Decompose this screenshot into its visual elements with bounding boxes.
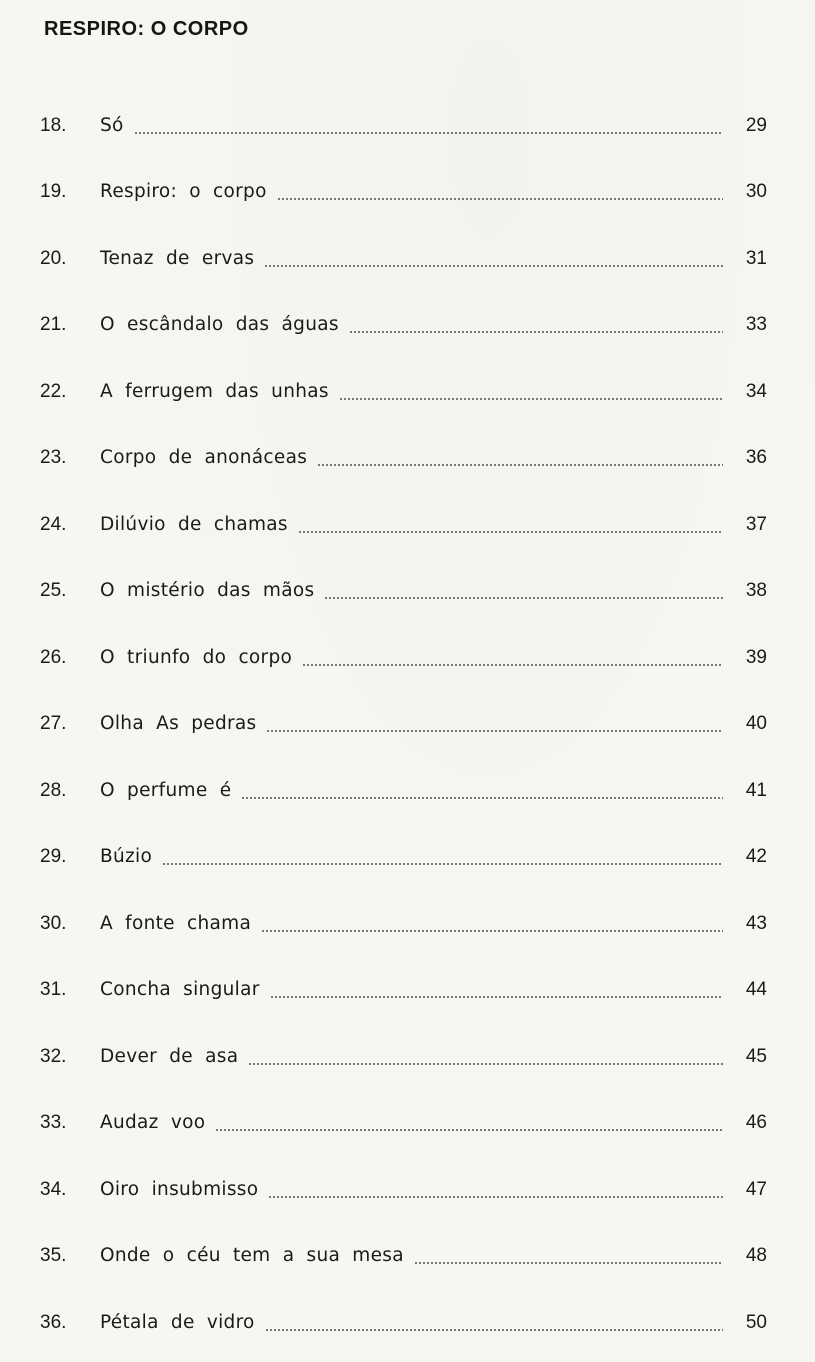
- dot-leader: [270, 996, 723, 998]
- entry-title: O perfume é: [100, 779, 232, 801]
- dot-leader: [277, 198, 723, 200]
- entry-page-number: 30: [745, 181, 767, 202]
- entry-page-number: 38: [745, 580, 767, 601]
- entry-title: Búzio: [100, 846, 153, 867]
- toc-entry: [0, 545, 815, 612]
- toc-entry: [0, 877, 815, 944]
- entry-number: 28.: [40, 779, 67, 801]
- entry-number: 22.: [40, 380, 67, 402]
- dot-leader: [264, 265, 723, 267]
- dot-leader: [266, 730, 723, 732]
- dot-leader: [241, 797, 723, 799]
- entry-page-number: 37: [745, 513, 767, 535]
- entry-page-number: 47: [745, 1178, 767, 1200]
- entry-number: 18.: [40, 114, 67, 136]
- entry-title: Só: [100, 114, 124, 136]
- toc-entry: [0, 944, 815, 1011]
- entry-page-number: 39: [745, 646, 767, 668]
- toc-entry: [0, 611, 815, 678]
- entry-page-number: 50: [745, 1311, 767, 1333]
- toc-entry: [0, 412, 815, 479]
- entry-number: 25.: [40, 580, 67, 601]
- entry-page-number: 40: [745, 713, 767, 734]
- section-title: RESPIRO: O CORPO: [44, 18, 249, 40]
- entry-page-number: 33: [745, 314, 767, 335]
- dot-leader: [324, 597, 723, 599]
- table-of-contents: [0, 79, 815, 1343]
- entry-number: 34.: [40, 1178, 67, 1200]
- toc-entry: [0, 1276, 815, 1343]
- dot-leader: [248, 1063, 723, 1065]
- entry-title: O mistério das mãos: [100, 580, 315, 601]
- entry-title: Tenaz de ervas: [100, 247, 255, 269]
- entry-page-number: 41: [745, 779, 767, 801]
- dot-leader: [339, 398, 723, 400]
- entry-title: Pétala de vidro: [100, 1311, 255, 1333]
- dot-leader: [261, 930, 723, 932]
- entry-title: Onde o céu tem a sua mesa: [100, 1245, 404, 1266]
- toc-entry: [0, 744, 815, 811]
- entry-number: 23.: [40, 447, 67, 468]
- entry-page-number: 44: [745, 979, 767, 1000]
- toc-entry: [0, 1077, 815, 1144]
- entry-title: Concha singular: [100, 979, 260, 1000]
- dot-leader: [349, 331, 723, 333]
- entry-title: O triunfo do corpo: [100, 646, 293, 668]
- dot-leader: [162, 863, 723, 865]
- entry-title: Dever de asa: [100, 1045, 239, 1067]
- entry-number: 20.: [40, 247, 67, 269]
- entry-number: 26.: [40, 646, 67, 668]
- entry-number: 30.: [40, 912, 67, 934]
- toc-entry: [0, 478, 815, 545]
- toc-entry: [0, 279, 815, 346]
- entry-page-number: 29: [745, 114, 767, 136]
- entry-title: Audaz voo: [100, 1112, 206, 1133]
- entry-page-number: 31: [745, 247, 767, 269]
- dot-leader: [215, 1129, 723, 1131]
- entry-title: Respiro: o corpo: [100, 181, 267, 202]
- toc-entry: [0, 811, 815, 878]
- entry-page-number: 46: [745, 1112, 767, 1133]
- entry-title: O escândalo das águas: [100, 314, 339, 335]
- entry-number: 35.: [40, 1245, 67, 1266]
- entry-number: 31.: [40, 979, 67, 1000]
- toc-entry: [0, 1143, 815, 1210]
- entry-title: A fonte chama: [100, 912, 252, 934]
- entry-number: 24.: [40, 513, 67, 535]
- toc-entry: [0, 212, 815, 279]
- entry-number: 33.: [40, 1112, 67, 1133]
- entry-title: Oiro insubmisso: [100, 1178, 259, 1200]
- toc-entry: [0, 345, 815, 412]
- toc-entry: [0, 678, 815, 745]
- dot-leader: [317, 464, 723, 466]
- entry-title: Corpo de anonáceas: [100, 447, 308, 468]
- entry-number: 32.: [40, 1045, 67, 1067]
- entry-number: 19.: [40, 181, 67, 202]
- entry-page-number: 36: [745, 447, 767, 468]
- entry-page-number: 43: [745, 912, 767, 934]
- dot-leader: [298, 531, 723, 533]
- entry-title: A ferrugem das unhas: [100, 380, 329, 402]
- toc-entry: [0, 1210, 815, 1277]
- entry-page-number: 42: [745, 846, 767, 867]
- toc-entry: [0, 79, 815, 146]
- toc-entry: [0, 146, 815, 213]
- dot-leader: [265, 1329, 723, 1331]
- entry-number: 21.: [40, 314, 67, 335]
- entry-number: 27.: [40, 713, 67, 734]
- entry-page-number: 45: [745, 1045, 767, 1067]
- entry-page-number: 48: [745, 1245, 767, 1266]
- toc-entry: [0, 1010, 815, 1077]
- entry-title: Dilúvio de chamas: [100, 513, 288, 535]
- entry-number: 29.: [40, 846, 67, 867]
- entry-page-number: 34: [745, 380, 767, 402]
- dot-leader: [414, 1262, 723, 1264]
- dot-leader: [134, 132, 723, 134]
- entry-number: 36.: [40, 1311, 67, 1333]
- dot-leader: [268, 1196, 723, 1198]
- dot-leader: [302, 664, 723, 666]
- entry-title: Olha As pedras: [100, 713, 257, 734]
